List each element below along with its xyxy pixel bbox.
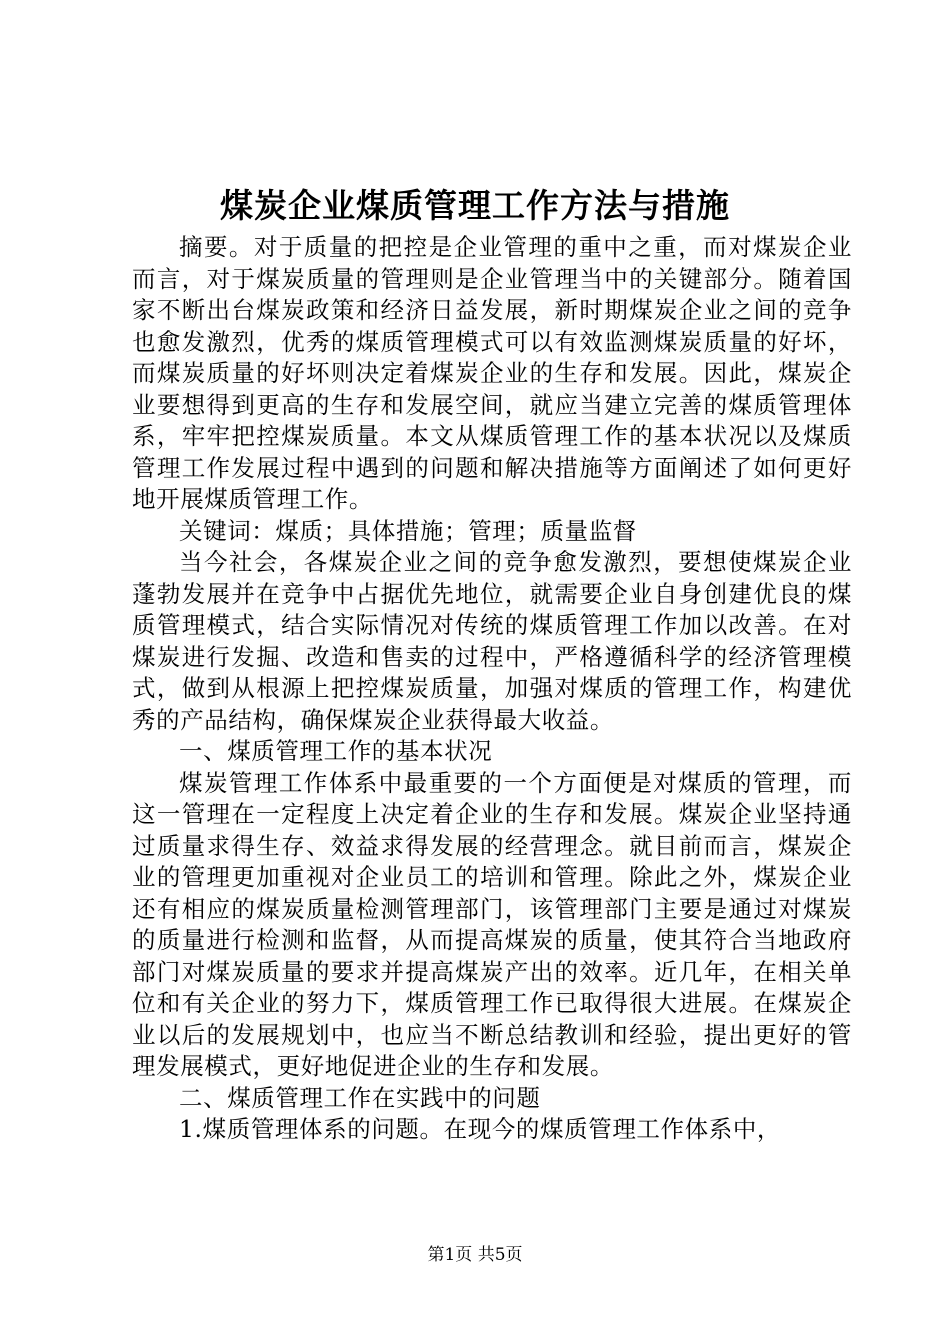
document-body <box>132 232 852 1146</box>
section-1-paragraph: 煤炭管理工作体系中最重要的一个方面便是对煤质的管理，而这一管理在一定程度上决定着企业的生存和发展。煤炭企业坚持通过质量求得生存、效益求得发展的经营理念。就目前而言，煤炭企业的管理更加重视对企业员工的培训和管理。除此之外，煤炭企业还有相应的煤炭质量检测管理部门，该管理部门主要是通过对煤炭的质量进行检测和监督，从而提高煤炭的质量，使其符合当地政府部门对煤炭质量的要求并提高煤炭产出的效率。近几年，在相关单位和有关企业的努力下，煤质管理工作已取得很大进展。在煤炭企业以后的发展规划中，也应当不断总结教训和经验，提出更好的管理发展模式，更好地促进企业的生存和发展。 <box>132 768 852 1080</box>
section-2-paragraph: 1.煤质管理体系的问题。在现今的煤质管理工作体系中， <box>179 1115 782 1143</box>
abstract-paragraph: 摘要。对于质量的把控是企业管理的重中之重，而对煤炭企业而言，对于煤炭质量的管理则是企业管理当中的关键部分。随着国家不断出台煤炭政策和经济日益发展，新时期煤炭企业之间的竞争也愈发激烈，优秀的煤质管理模式可以有效监测煤炭质量的好坏，而煤炭质量的好坏则决定着煤炭企业的生存和发展。因此，煤炭企业要想得到更高的生存和发展空间，就应当建立完善的煤质管理体系，牢牢把控煤炭质量。本文从煤质管理工作的基本状况以及煤质管理工作发展过程中遇到的问题和解决措施等方面阐述了如何更好地开展煤质管理工作。 <box>132 233 852 513</box>
page-footer: 第1页 共5页 <box>427 1245 523 1265</box>
section-heading-2: 二、煤质管理工作在实践中的问题 <box>179 1083 541 1112</box>
section-heading-1: 一、煤质管理工作的基本状况 <box>179 737 493 765</box>
intro-paragraph: 当今社会，各煤炭企业之间的竞争愈发激烈，要想使煤炭企业蓬勃发展并在竞争中占据优先地位，就需要企业自身创建优良的煤质管理模式，结合实际情况对传统的煤质管理工作加以改善。在对煤炭进行发掘、改造和售卖的过程中，严格遵循科学的经济管理模式，做到从根源上把控煤炭质量，加强对煤质的管理工作，构建优秀的产品结构，确保煤炭企业获得最大收益。 <box>132 548 852 734</box>
keywords-paragraph: 关键词：煤质；具体措施；管理；质量监督 <box>179 516 637 545</box>
document-title: 煤炭企业煤质管理工作方法与措施 <box>220 186 730 225</box>
